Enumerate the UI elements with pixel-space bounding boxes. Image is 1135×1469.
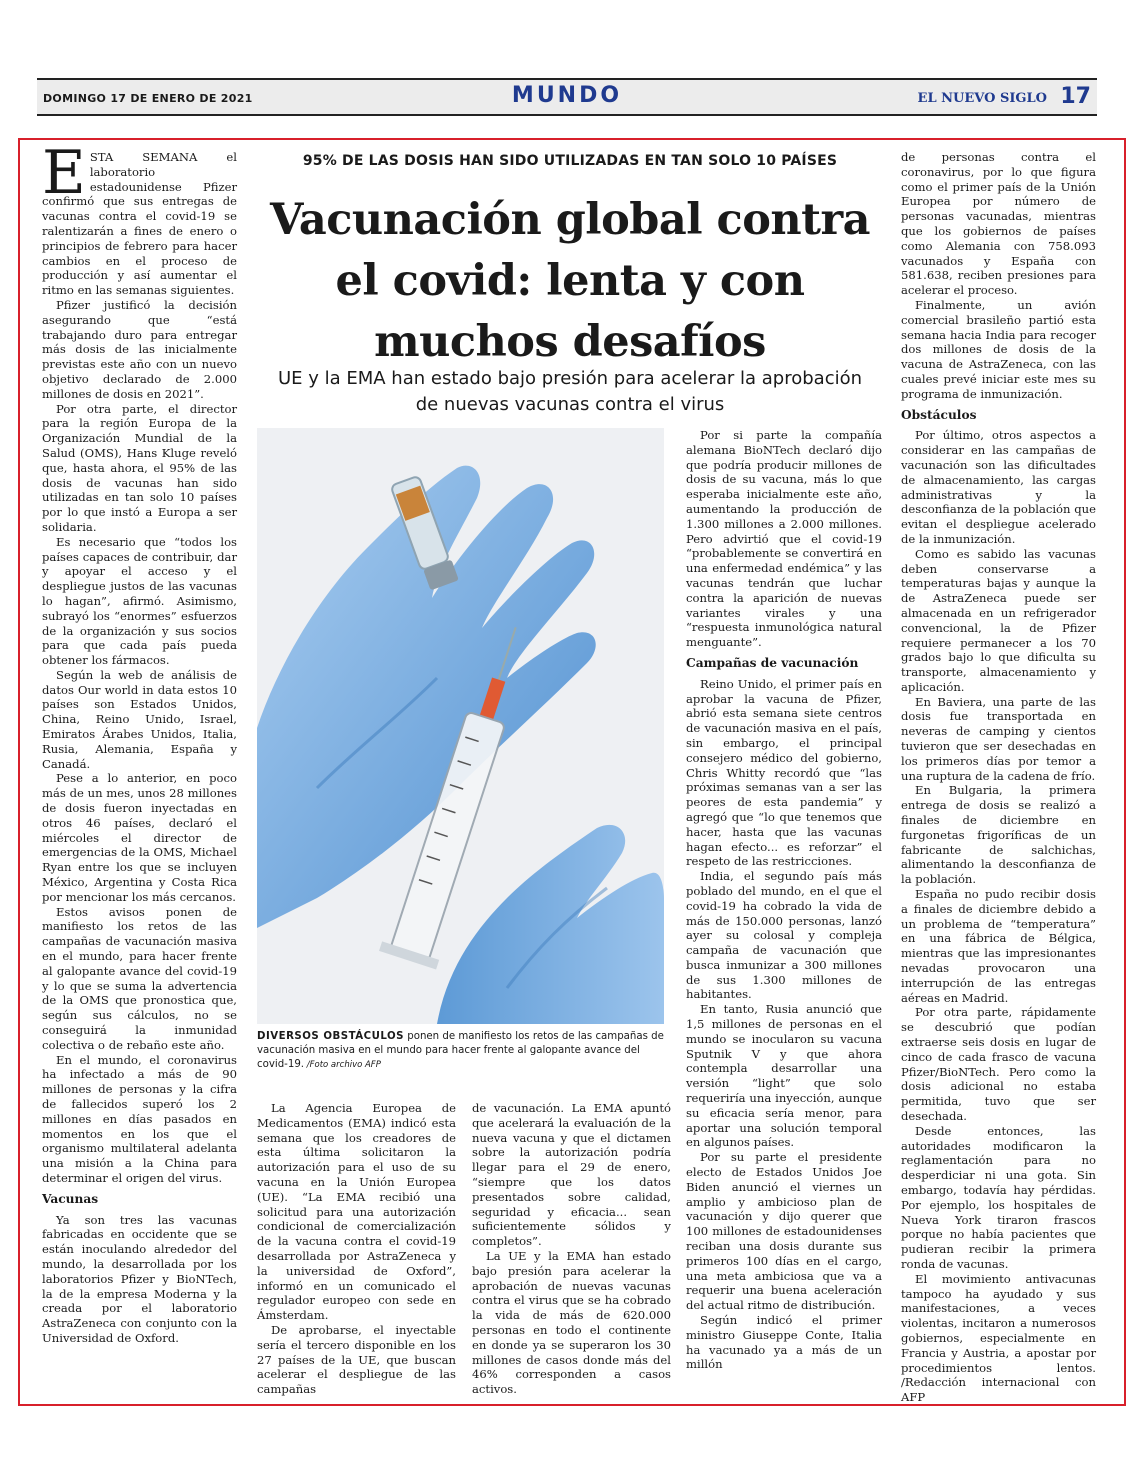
caption-lead: DIVERSOS OBSTÁCULOS [257, 1031, 404, 1042]
paragraph: Finalmente, un avión comercial brasileño partió esta semana hacia India para recoger dos millones de dosis de la vacuna de AstraZeneca, con las cuales prevé iniciar este mes su programa de inmunización. [901, 297, 1096, 401]
article-kicker: 95% DE LAS DOSIS HAN SIDO UTILIZADAS EN TAN SOLO 10 PAÍSES [302, 153, 838, 169]
paragraph: Por último, otros aspectos a considerar en las campañas de vacunación son las dificultades de almacenamiento, las cargas administrativas y la desconfianza de la población que evitan el despliegue acelerado de la inmunización. [901, 428, 1096, 546]
paragraph: España no pudo recibir dosis a finales de diciembre debido a un problema de “temperatura” en una fábrica de Bélgica, mientras que las impresionantes nevadas provocaron una interrupción de las entregas aéreas en Madrid. [901, 887, 1096, 1005]
article-subheadline: UE y la EMA han estado bajo presión para acelerar la aprobación de nuevas vacunas contra el virus [277, 368, 863, 415]
paragraph: El movimiento antivacunas tampoco ha ayudado y sus manifestaciones, a veces violentas, incitaron a numerosos gobiernos, especialmente en Francia y Austria, a apostar por procedimientos lentos. /Redacción internacional con AFP [901, 1271, 1096, 1405]
drop-cap: E [42, 138, 86, 208]
paragraph: En tanto, Rusia anunció que 1,5 millones de personas en el mundo se inocularon su vacuna Sputnik V y que ahora contempla desarrollar una versión “light” que solo requeriría una inyección, aunque su eficacia sería menor, para aportar una solución temporal en algunos países. [686, 1002, 882, 1150]
article-column-3 [472, 1101, 671, 1397]
subheading-campanas: Campañas de vacunación [686, 655, 859, 670]
paragraph: Ya son tres las vacunas fabricadas en occidente que se están inoculando alrededor del mundo, la desarrollada por los laboratorios Pfizer y BioNTech, la de la empresa Moderna y la creada por el laboratorio AstraZeneca con conjunto con la Universidad de Oxford. [42, 1212, 237, 1345]
subheading-vacunas: Vacunas [42, 1191, 99, 1206]
lead-paragraph: ESTA SEMANA el laboratorio estadounidense Pfizer confirmó que sus entregas de vacunas contra el covid-19 se ralentizarán a fines de enero o principios de febrero para hacer cambios en el proceso de producción y así aumentar el ritmo en las semanas siguientes. [42, 138, 237, 298]
issue-date: DOMINGO 17 DE ENERO DE 2021 [43, 92, 253, 105]
subheading-obstaculos: Obstáculos [901, 407, 977, 422]
paragraph: Por su parte el presidente electo de Estados Unidos Joe Biden anunció el viernes un amplio y ambicioso plan de vacunación y dijo querer que 100 millones de estadounidenses reciban una dosis durante sus primeros 100 días en el cargo, una meta ambiciosa que va a requerir una buena aceleración del actual ritmo de distribución. [686, 1150, 882, 1313]
article-column-4 [686, 428, 882, 1372]
paragraph: Estos avisos ponen de manifiesto los retos de las campañas de vacunación masiva en el mundo, para hacer frente al galopante avance del covid-19 y lo que se suma la advertencia de la OMS que pronostica que, según sus cálculos, no se conseguirá la inmunidad colectiva o de rebaño este año. [42, 904, 237, 1052]
newspaper-logo: EL NUEVO SIGLO [917, 91, 1047, 106]
page-header [37, 78, 1097, 116]
paragraph: En Baviera, una parte de las dosis fue transportada en neveras de camping y cientos tuvieron que ser desechadas en los primeros días por temor a una ruptura de la cadena de frío. [901, 694, 1096, 783]
article-column-5 [901, 150, 1096, 1405]
article-headline: Vacunación global contra el covid: lenta y con muchos desafíos [269, 195, 871, 367]
paragraph: Por si parte la compañía alemana BioNTech declaró dijo que podría producir millones de dosis de su vacuna, más lo que esperaba inicialmente este año, aumentando la producción de 1.300 millones a 2.000 millones. Pero advirtió que el covid-19 “probablemente se convertirá en una enfermedad endémica” y las vacunas tendrán que luchar contra la aparición de nuevas variantes virales y una “respuesta inmunológica natural menguante”. [686, 428, 882, 650]
vaccine-syringe-illustration [257, 428, 664, 1024]
paragraph: En el mundo, el coronavirus ha infectado a más de 90 millones de personas y la cifra de fallecidos superó los 2 millones en días pasados en momentos en los que el organismo multilateral adelanta una misión a la China para determinar el origen del virus. [42, 1052, 237, 1185]
section-title: MUNDO [511, 83, 623, 108]
paragraph: Según la web de análisis de datos Our world in data estos 10 países son Estados Unidos, China, Reino Unido, Israel, Emiratos Árabes Unidos, Italia, Rusia, Alemania, España y Canadá. [42, 667, 237, 771]
article-column-1 [42, 138, 237, 1346]
paragraph: Por otra parte, el director para la región Europa de la Organización Mundial de la Salud (OMS), Hans Kluge reveló que, hasta ahora, el 95% de las dosis de vacunas han sido utilizadas en tan solo 10 países por lo que instó a Europa a ser solidaria. [42, 401, 237, 534]
photo-credit: /Foto archivo AFP [304, 1060, 381, 1070]
paragraph: Pese a lo anterior, en poco más de un mes, unos 28 millones de dosis fueron inyectadas en otros 46 países, declaró el miércoles el director de emergencias de la OMS, Michael Ryan entre los que se incluyen México, Argentina y Costa Rica por mencionar los más cercanos. [42, 771, 237, 904]
caption-text: ponen de manifiesto los retos de las campañas de vacunación masiva en el mundo para hacer frente al galopante avance del covid-19. [257, 1031, 664, 1070]
photo-caption [257, 1030, 665, 1072]
page-number: 17 [1060, 84, 1091, 109]
paragraph: De aprobarse, el inyectable sería el tercero disponible en los 27 países de la UE, que buscan acelerar el despliegue de las campañas [257, 1322, 456, 1397]
paragraph: de personas contra el coronavirus, por lo que figura como el primer país de la Unión Europea por número de personas vacunadas, mientras que los gobiernos de países como Alemania con 758.093 vacunados y España con 581.638, reciben presiones para acelerar el proceso. [901, 150, 1096, 298]
paragraph: Reino Unido, el primer país en aprobar la vacuna de Pfizer, abrió esta semana siete centros de vacunación masiva en el país, sin embargo, el principal consejero médico del gobierno, Chris Whitty recordó que “las próximas semanas van a ser las peores de esta pandemia” y agregó que “lo que tenemos que hacer, hasta que las vacunas hagan efecto... es reforzar” el respeto de las restricciones. [686, 676, 882, 869]
paragraph: Por otra parte, rápidamente se descubrió que podían extraerse seis dosis en lugar de cinco de cada frasco de vacuna Pfizer/BioNTech. Pero como la dosis adicional no estaba permitida, tuvo que ser desechada. [901, 1005, 1096, 1123]
paragraph: La Agencia Europea de Medicamentos (EMA) indicó esta semana que los creadores de esta última solicitaron la autorización para el uso de su vacuna en la Unión Europea (UE). “La EMA recibió una solicitud para una autorización condicional de comercialización de la vacuna contra el covid-19 desarrollada por AstraZeneca y la universidad de Oxford”, informó en un comunicado el regulador europeo con sede en Ámsterdam. [257, 1101, 456, 1323]
paragraph: Según indicó el primer ministro Giuseppe Conte, Italia ha vacunado ya a más de un millón [686, 1313, 882, 1372]
paragraph: Pfizer justificó la decisión asegurando que “está trabajando duro para entregar más dosis de las inicialmente previstas este año con un nuevo objetivo declarado de 2.000 millones de dosis en 2021”. [42, 297, 237, 401]
paragraph: de vacunación. La EMA apuntó que acelerará la evaluación de la nueva vacuna y que el dictamen sobre la autorización podría llegar para el 29 de enero, “siempre que los datos presentados sobre calidad, seguridad y eficacia... sean suficientemente sólidos y completos”. [472, 1101, 671, 1249]
paragraph: Es necesario que “todos los países capaces de contribuir, dar y apoyar el acceso y el despliegue justos de las vacunas lo hagan”, afirmó. Asimismo, subrayó los “enormes” esfuerzos de la organización y sus socios para que cada país pueda obtener los fármacos. [42, 534, 237, 668]
paragraph: India, el segundo país más poblado del mundo, en el que el covid-19 ha cobrado la vida de más de 150.000 personas, lanzó ayer su colosal y compleja campaña de vacunación que busca inmunizar a 300 millones de sus 1.300 millones de habitantes. [686, 869, 882, 1002]
article-column-2 [257, 1101, 456, 1397]
paragraph: La UE y la EMA han estado bajo presión para acelerar la aprobación de nuevas vacunas contra el virus que se ha cobrado la vida de más de 620.000 personas en todo el continente en donde ya se superaron los 30 millones de casos donde más del 46% corresponden a casos activos. [472, 1248, 671, 1397]
paragraph: Desde entonces, las autoridades modificaron la reglamentación para no desperdiciar ni una gota. Sin embargo, todavía hay pérdidas. Por ejemplo, los hospitales de Nueva York tiraron frascos porque no había pacientes que pudieran recibir la primera ronda de vacunas. [901, 1123, 1096, 1271]
article-photo [257, 428, 664, 1024]
paragraph: En Bulgaria, la primera entrega de dosis se realizó a finales de diciembre en furgonetas frigoríficas de un fabricante de salchichas, alimentando la desconfianza de la población. [901, 783, 1096, 887]
paragraph: Como es sabido las vacunas deben conservarse a temperaturas bajas y aunque la de AstraZeneca puede ser almacenada en un refrigerador convencional, la de Pfizer requiere permanecer a los 70 grados bajo lo que dificulta su transporte, almacenamiento y aplicación. [901, 546, 1096, 694]
